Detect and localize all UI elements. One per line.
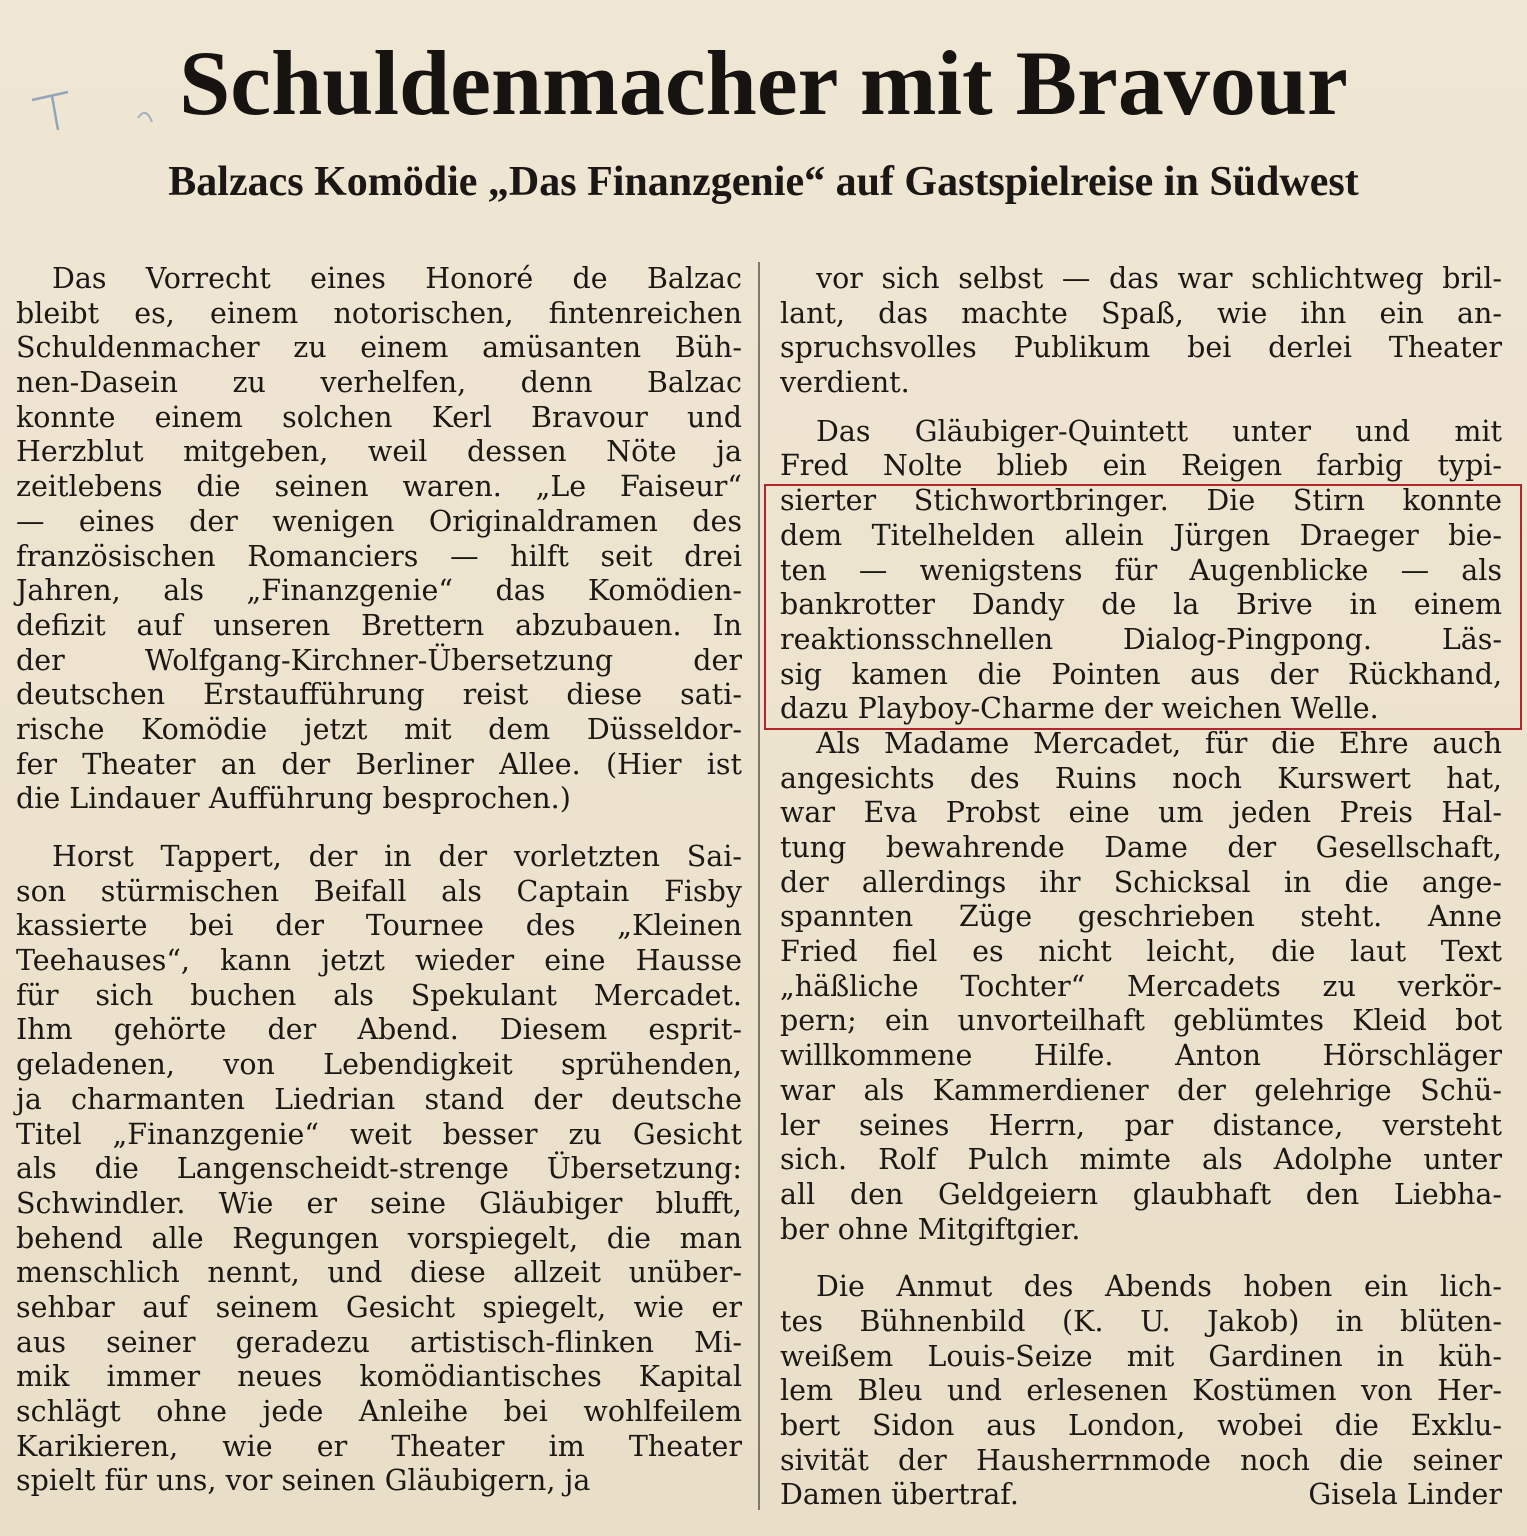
text-line: dazu Playboy-Charme der weichen Welle. <box>780 692 1379 726</box>
closing-line <box>780 1478 1502 1513</box>
closing-text: Damen übertraf. <box>780 1478 1019 1512</box>
text-line: Ihm gehörte der Abend. Diesem esprit- <box>16 1013 742 1047</box>
text-line: reaktionsschnellen Dialog-Pingpong. Läs- <box>780 622 1502 656</box>
text-line: ja charmanten Liedrian stand der deutsche <box>16 1082 742 1116</box>
text-line: Als Madame Mercadet, für die Ehre auch <box>816 726 1502 760</box>
paragraph <box>780 1270 1502 1478</box>
text-line: defizit auf unseren Brettern abzubauen. In <box>16 608 742 642</box>
text-line: war Eva Probst eine um jeden Preis Hal- <box>780 796 1502 830</box>
text-line: Das Vorrecht eines Honoré de Balzac <box>52 262 742 295</box>
paragraph <box>16 840 742 1499</box>
text-line: sich. Rolf Pulch mimte als Adolphe unter <box>780 1143 1502 1177</box>
text-line: lant, das machte Spaß, wie ihn ein an- <box>780 296 1502 330</box>
text-line: französischen Romanciers — hilft seit drei <box>16 539 742 573</box>
text-line: deutschen Erstaufführung reist diese sati- <box>16 678 742 712</box>
text-line: ten — wenigstens für Augenblicke — als <box>780 553 1502 587</box>
text-line: Die Anmut des Abends hoben ein lich- <box>816 1270 1502 1304</box>
text-line: dem Titelhelden allein Jürgen Draeger bie- <box>780 518 1502 552</box>
text-line: sivität der Hausherrnmode noch die seiner <box>780 1443 1502 1477</box>
text-line: schlägt ohne jede Anleihe bei wohlfeilem <box>16 1395 742 1428</box>
text-line: vor sich selbst — das war schlichtweg bril- <box>816 262 1502 295</box>
text-line: willkommene Hilfe. Anton Hörschläger <box>780 1039 1502 1073</box>
text-line: Fried fiel es nicht leicht, die laut Text <box>780 935 1502 969</box>
paragraph <box>780 727 1502 1247</box>
text-line: zeitlebens die seinen waren. „Le Faiseur“ <box>16 470 742 504</box>
text-line: spannten Züge geschrieben steht. Anne <box>780 900 1502 934</box>
text-line: spruchsvolles Publikum bei derlei Theater <box>780 331 1502 365</box>
paragraph <box>780 262 1502 401</box>
headline: Schuldenmacher mit Bravour <box>179 32 1348 134</box>
column-left <box>16 262 742 1499</box>
text-line: bert Sidon aus London, wobei die Exklu- <box>780 1409 1502 1442</box>
text-line: verdient. <box>780 366 910 400</box>
text-line: Jahren, als „Finanzgenie“ das Komödien- <box>16 574 742 608</box>
text-line: Karikieren, wie er Theater im Theater <box>16 1429 742 1463</box>
text-line: sig kamen die Pointen aus der Rückhand, <box>780 657 1502 691</box>
text-line: ber ohne Mitgiftgier. <box>780 1212 1081 1246</box>
text-line: — eines der wenigen Originaldramen des <box>16 504 742 538</box>
text-line: weißem Louis-Seize mit Gardinen in küh- <box>780 1339 1502 1373</box>
text-line: bankrotter Dandy de la Brive in einem <box>780 588 1502 622</box>
text-line: tes Bühnenbild (K. U. Jakob) in blüten- <box>780 1304 1502 1338</box>
text-line: rische Komödie jetzt mit dem Düsseldor- <box>16 712 742 746</box>
text-line: spielt für uns, vor seinen Gläubigern, ja <box>16 1464 591 1498</box>
text-line: Herzblut mitgeben, weil dessen Nöte ja <box>16 435 742 469</box>
paragraph <box>780 415 1502 727</box>
text-line: die Lindauer Aufführung besprochen.) <box>16 782 571 816</box>
text-line: tung bewahrende Dame der Gesellschaft, <box>780 831 1502 864</box>
text-line: sierter Stichwortbringer. Die Stirn konnte <box>780 484 1502 518</box>
text-line: aus seiner geradezu artistisch-flinken Mi- <box>16 1325 742 1359</box>
text-line: kassierte bei der Tournee des „Kleinen <box>16 909 742 943</box>
author-byline: Gisela Linder <box>1308 1478 1502 1512</box>
subheadline: Balzacs Komödie „Das Finanzgenie“ auf Gastspielreise in Südwest <box>168 159 1359 205</box>
text-line: angesichts des Ruins noch Kurswert hat, <box>780 761 1502 795</box>
text-line: Horst Tappert, der in der vorletzten Sai- <box>52 840 742 873</box>
text-line: Teehauses“, kann jetzt wieder eine Hausse <box>16 944 742 978</box>
text-line: bleibt es, einem notorischen, fintenreichen <box>16 296 742 330</box>
text-line: menschlich nennt, und diese allzeit unüber- <box>16 1256 742 1290</box>
text-line: der Wolfgang-Kirchner-Übersetzung der <box>16 643 742 677</box>
text-line: pern; ein unvorteilhaft geblümtes Kleid bot <box>780 1004 1502 1038</box>
text-line: lem Bleu und erlesenen Kostümen von Her- <box>780 1374 1502 1408</box>
text-line: ler seines Herrn, par distance, versteht <box>780 1108 1502 1142</box>
text-line: Das Gläubiger-Quintett unter und mit <box>816 414 1502 448</box>
text-line: der allerdings ihr Schicksal in die ange- <box>780 865 1502 899</box>
text-line: konnte einem solchen Kerl Bravour und <box>16 400 742 434</box>
text-line: sehbar auf seinem Gesicht spiegelt, wie er <box>16 1290 742 1324</box>
text-line: „häßliche Tochter“ Mercadets zu verkör- <box>780 969 1502 1003</box>
text-line: mik immer neues komödiantisches Kapital <box>16 1360 742 1394</box>
text-line: Titel „Finanzgenie“ weit besser zu Gesicht <box>16 1117 742 1151</box>
column-divider <box>758 262 760 1510</box>
text-line: all den Geldgeiern glaubhaft den Liebha- <box>780 1177 1502 1211</box>
column-right <box>780 262 1502 1513</box>
text-line: Schuldenmacher zu einem amüsanten Büh- <box>16 331 742 365</box>
text-line: behend alle Regungen vorspiegelt, die man <box>16 1221 742 1255</box>
paragraph <box>16 262 742 817</box>
text-line: war als Kammerdiener der gelehrige Schü- <box>780 1073 1502 1107</box>
text-line: für sich buchen als Spekulant Mercadet. <box>16 978 742 1012</box>
text-line: als die Langenscheidt-strenge Übersetzung: <box>16 1152 742 1186</box>
text-line: Fred Nolte blieb ein Reigen farbig typi- <box>780 449 1502 483</box>
text-line: nen-Dasein zu verhelfen, denn Balzac <box>16 366 742 400</box>
text-line: Schwindler. Wie er seine Gläubiger blufft, <box>16 1186 742 1220</box>
text-line: fer Theater an der Berliner Allee. (Hier ist <box>16 747 742 781</box>
text-line: son stürmischen Beifall als Captain Fisby <box>16 874 742 908</box>
text-line: geladenen, von Lebendigkeit sprühenden, <box>16 1048 742 1082</box>
